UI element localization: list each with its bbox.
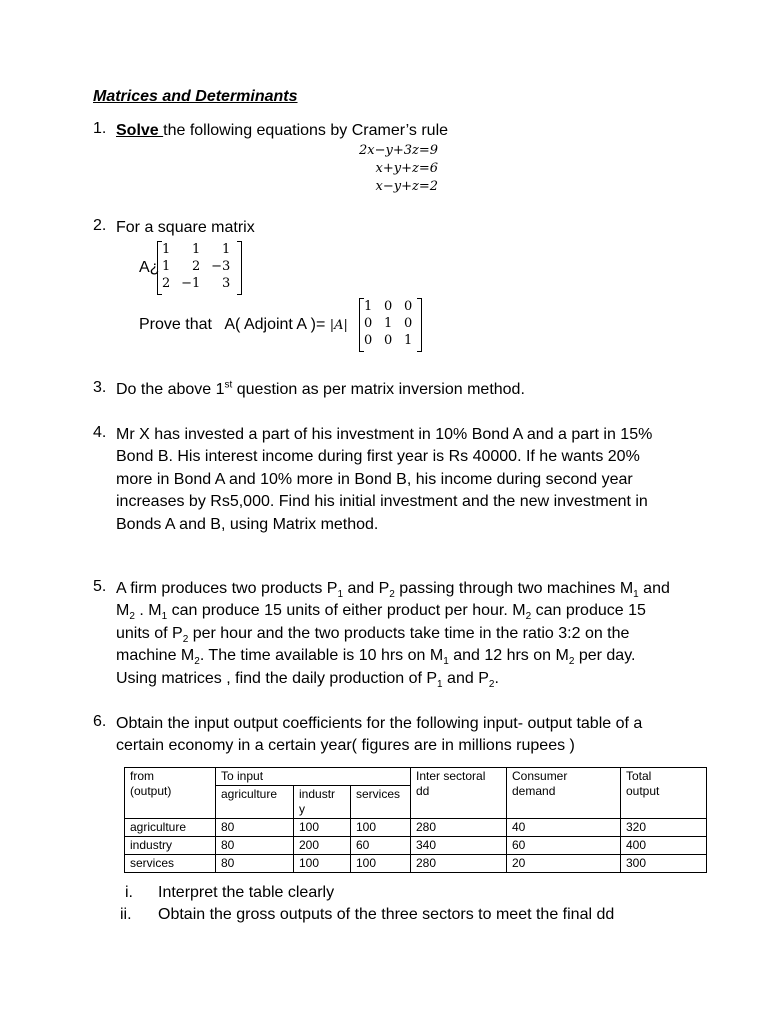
q5-part: . The time available is 10 hrs on M [199,647,444,665]
table-cell: 280 [411,819,507,837]
table-cell: 60 [351,837,411,855]
q5-sub: 2 [488,678,495,690]
determinant-a: |A| [329,318,348,333]
total-output-label: output [626,784,660,798]
q5-part: passing through two machines M [394,580,634,597]
matrix-a-cell: 1 [192,242,201,257]
matrix-a-label: A¿ [139,259,160,276]
identity-cell: 0 [364,333,373,348]
q5-text [116,578,676,690]
q3-number: 3. [93,379,107,396]
table-cell: 200 [294,837,351,855]
header-to-input: To input [216,768,411,786]
q1-body: the following equations by Cramer’s rule [163,122,449,139]
sub-i-text: Interpret the table clearly [158,884,335,901]
sub-ii-text: Obtain the gross outputs of the three sectors to meet the final dd [158,906,615,923]
q5-part: and M [116,580,670,620]
matrix-a-right-bracket [237,241,242,295]
q5-sub: 2 [568,656,575,668]
matrix-a-cell: 1 [162,242,171,257]
table-cell: 280 [411,855,507,873]
from-label: from [130,769,154,783]
table-cell: agriculture [125,819,216,837]
header-industry [294,786,351,819]
table-cell: 100 [351,819,411,837]
dd-label: dd [416,784,430,798]
table-cell: 80 [216,819,294,837]
q6-number: 6. [93,713,107,730]
table-cell: 100 [351,855,411,873]
identity-cell: 1 [404,333,413,348]
q3-sup: st [224,379,233,391]
q3-post: question as per matrix inversion method. [232,381,525,398]
page-title: Matrices and Determinants [93,88,298,105]
q5-number: 5. [93,578,107,595]
equation-3: x−y+z=2 [375,179,438,194]
q3-text [116,379,681,401]
matrix-a-cell: 1 [162,259,171,274]
table-cell: 320 [621,819,707,837]
q5-sub: 2 [182,634,189,645]
q5-sub: 1 [161,611,168,623]
demand-label: demand [512,784,556,798]
q1-text [116,120,681,142]
q5-sub: 1 [633,589,639,601]
q5-sub: 2 [129,611,135,623]
header-from [125,768,216,819]
identity-cell: 0 [404,316,413,331]
matrix-a-cell: 2 [162,276,171,291]
matrix-a-cell: 3 [222,276,231,291]
table-cell: 100 [294,819,351,837]
header-agriculture: agriculture [216,786,294,819]
header-services: services [351,786,411,819]
q5-part: and P [343,580,390,597]
matrix-a-cell: −1 [181,276,201,291]
q2-text: For a square matrix [116,219,255,236]
matrix-a-cell: 1 [222,242,231,257]
identity-cell: 0 [384,333,393,348]
q1-equations [330,142,438,196]
header-consumer-demand [507,768,621,819]
table-cell: 40 [507,819,621,837]
table-row [125,837,707,855]
q5-part: and 12 hrs on M [448,647,569,665]
table-cell: 300 [621,855,707,873]
q5-part: per day. Using matrices , find the daily production of P [116,647,636,687]
equation-2: x+y+z=6 [375,161,438,176]
table-row [125,819,707,837]
table-cell: 60 [507,837,621,855]
identity-right-bracket [417,298,422,352]
total-label: Total [626,769,652,783]
q5-part: per hour and the two products take time in the ratio 3:2 on the machine M [116,624,630,665]
identity-cell: 0 [384,299,393,314]
matrix-a-cell: 2 [192,259,201,274]
q5-part: . M [134,602,162,620]
q1-number: 1. [93,120,107,137]
table-cell: 100 [294,855,351,873]
table-cell: 80 [216,837,294,855]
q5-part: and P [442,669,489,687]
q5-sub: 1 [443,656,449,668]
identity-cell: 0 [364,316,373,331]
q3-pre: Do the above 1 [116,381,225,398]
q4-text: Mr X has invested a part of his investment in 10% Bond A and a part in 15% Bond B. His interest income during first year is Rs 40000. If he wants 20% more in Bond A and 10% more in Bond B, his income during second year increases by Rs5,000. Find his initial investment and the new investment in Bonds A and B, using Matrix method. [116,426,653,533]
q5-sub: 2 [389,589,395,601]
q4-number: 4. [93,424,107,441]
header-inter-sectoral [411,768,507,819]
output-label: (output) [130,784,172,798]
table-cell: 340 [411,837,507,855]
equation-1: 2x−y+3z=9 [358,143,438,158]
q6-text: Obtain the input output coefficients for the following input- output table of a certain economy in a certain year( figures are in millions rupees ) [116,715,643,755]
table-cell: services [125,855,216,873]
consumer-label: Consumer [512,769,568,783]
q5-part: . [494,669,499,687]
identity-cell: 0 [404,299,413,314]
q5-part: A firm produces two products P [116,580,338,597]
table-row [125,855,707,873]
identity-cell: 1 [384,316,393,331]
identity-cell: 1 [364,299,373,314]
q5-part: can produce 15 units of P [116,602,646,642]
sub-i-number: i. [125,884,133,901]
table-cell: 80 [216,855,294,873]
identity-matrix [360,298,416,349]
sub-ii-number: ii. [120,906,132,923]
prove-label: Prove that A( Adjoint A )= [139,316,330,333]
q5-part: can produce 15 units of either product per hour. M [167,602,526,620]
table-cell: 20 [507,855,621,873]
matrix-a [158,241,234,292]
q5-sub: 1 [437,678,443,690]
industry-label-wrap: y [299,802,305,816]
input-output-table [124,767,707,873]
table-header-row [125,768,707,786]
table-cell: industry [125,837,216,855]
header-total-output [621,768,707,819]
table-cell: 400 [621,837,707,855]
q2-number: 2. [93,217,107,234]
industry-label: industr [299,787,336,801]
inter-label: Inter sectoral [416,769,486,783]
q5-sub: 1 [337,589,343,601]
q1-solve: Solve [116,122,164,139]
q2-prove-text [139,316,348,334]
q5-sub: 2 [525,611,532,623]
matrix-a-cell: −3 [211,259,231,274]
q5-sub: 2 [194,656,200,668]
